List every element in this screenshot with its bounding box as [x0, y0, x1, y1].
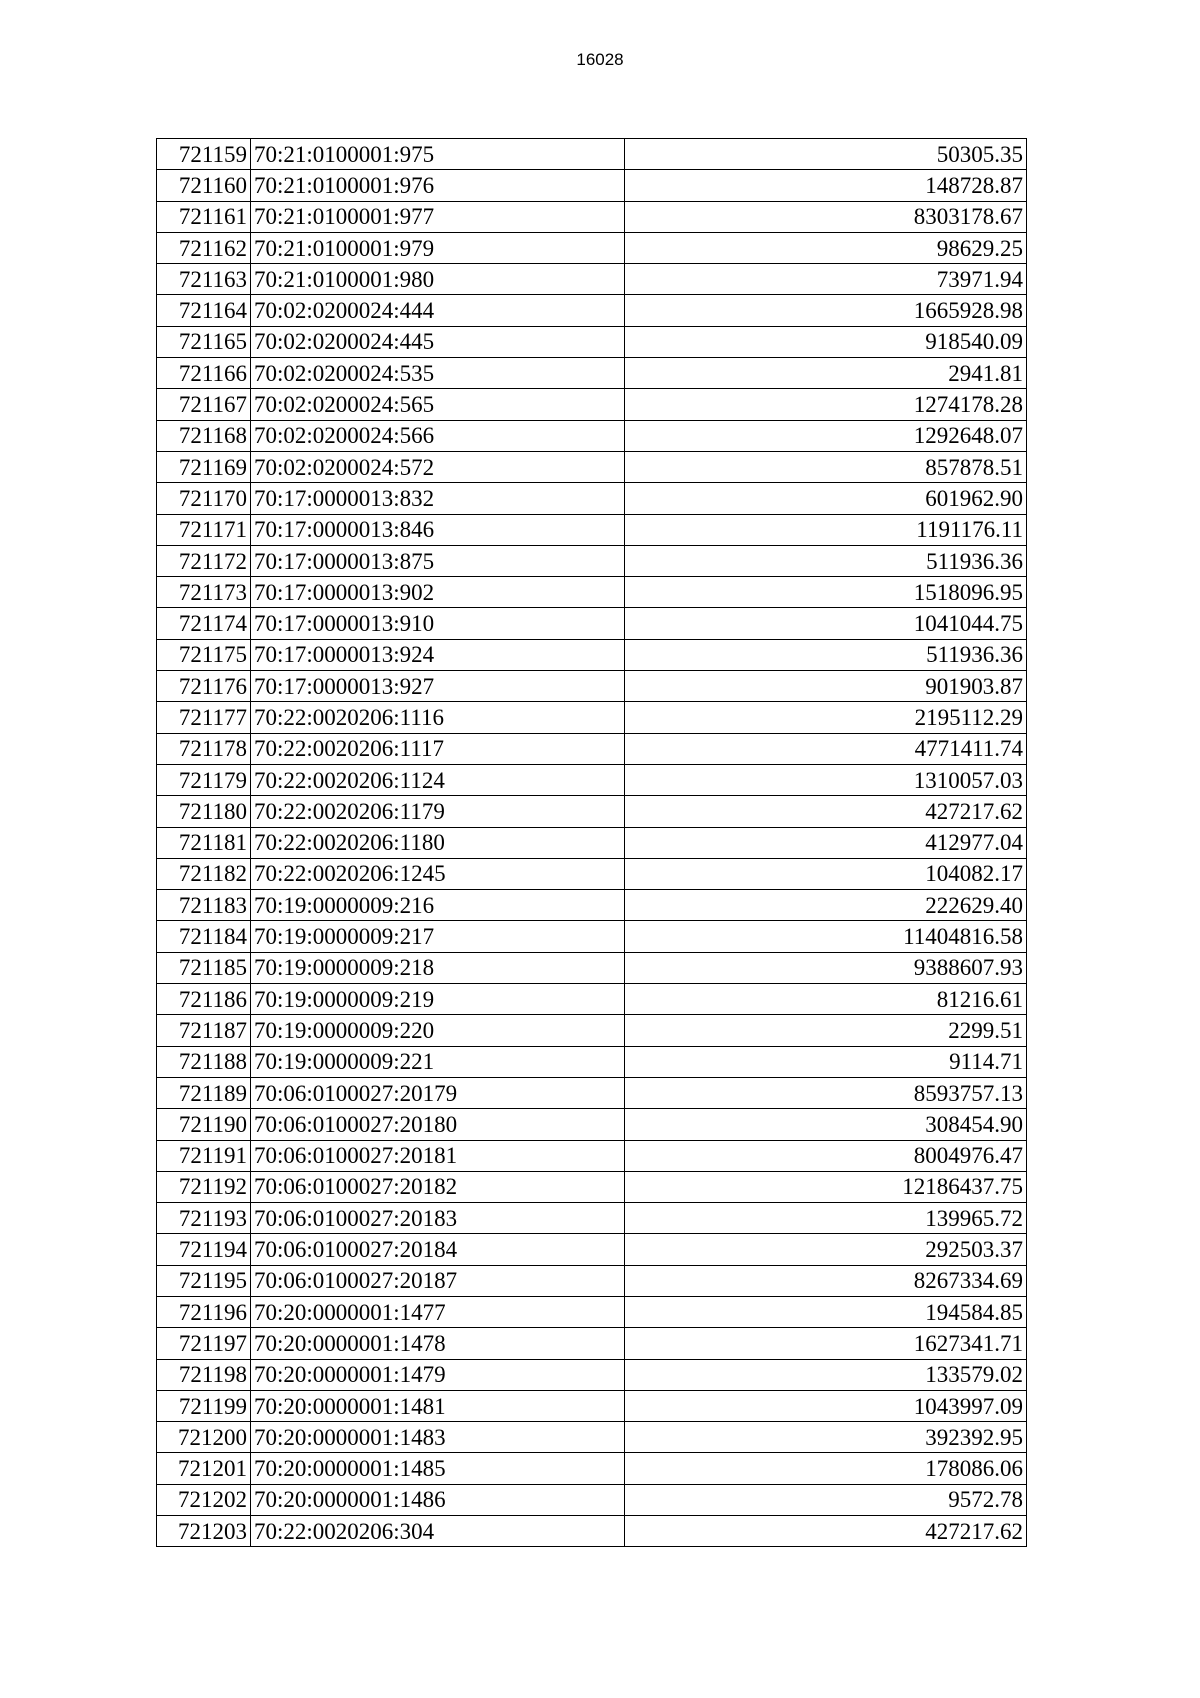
table-row [157, 1328, 1027, 1359]
cadastral-number-cell: 70:19:0000009:218 [251, 952, 625, 983]
value-cell: 8004976.47 [625, 1140, 1027, 1171]
value-cell: 2299.51 [625, 1015, 1027, 1046]
table-row [157, 858, 1027, 889]
table-row [157, 733, 1027, 764]
cadastral-number-cell: 70:17:0000013:846 [251, 514, 625, 545]
value-cell: 601962.90 [625, 483, 1027, 514]
cadastral-number-cell: 70:22:0020206:1245 [251, 858, 625, 889]
cadastral-number-cell: 70:17:0000013:875 [251, 545, 625, 576]
table-row [157, 702, 1027, 733]
row-number-cell: 721180 [157, 796, 251, 827]
cadastral-number-cell: 70:06:0100027:20187 [251, 1265, 625, 1296]
value-cell: 8593757.13 [625, 1077, 1027, 1108]
cadastral-number-cell: 70:20:0000001:1477 [251, 1296, 625, 1327]
cadastral-number-cell: 70:17:0000013:924 [251, 639, 625, 670]
value-cell: 1310057.03 [625, 764, 1027, 795]
cadastral-number-cell: 70:17:0000013:832 [251, 483, 625, 514]
cadastral-number-cell: 70:06:0100027:20181 [251, 1140, 625, 1171]
table-row [157, 827, 1027, 858]
row-number-cell: 721193 [157, 1203, 251, 1234]
value-cell: 73971.94 [625, 264, 1027, 295]
table-row [157, 1453, 1027, 1484]
value-cell: 2941.81 [625, 358, 1027, 389]
row-number-cell: 721189 [157, 1077, 251, 1108]
value-cell: 1627341.71 [625, 1328, 1027, 1359]
row-number-cell: 721199 [157, 1390, 251, 1421]
row-number-cell: 721178 [157, 733, 251, 764]
value-cell: 2195112.29 [625, 702, 1027, 733]
value-cell: 511936.36 [625, 545, 1027, 576]
value-cell: 4771411.74 [625, 733, 1027, 764]
value-cell: 9114.71 [625, 1046, 1027, 1077]
cadastral-number-cell: 70:19:0000009:221 [251, 1046, 625, 1077]
row-number-cell: 721167 [157, 389, 251, 420]
cadastral-number-cell: 70:02:0200024:565 [251, 389, 625, 420]
cadastral-number-cell: 70:21:0100001:979 [251, 232, 625, 263]
table-row [157, 232, 1027, 263]
value-cell: 292503.37 [625, 1234, 1027, 1265]
row-number-cell: 721197 [157, 1328, 251, 1359]
table-row [157, 1390, 1027, 1421]
value-cell: 427217.62 [625, 1516, 1027, 1547]
table-row [157, 639, 1027, 670]
table-row [157, 1516, 1027, 1547]
row-number-cell: 721198 [157, 1359, 251, 1390]
table-row [157, 921, 1027, 952]
table-row [157, 139, 1027, 170]
table-row [157, 577, 1027, 608]
row-number-cell: 721185 [157, 952, 251, 983]
table-row [157, 295, 1027, 326]
value-cell: 139965.72 [625, 1203, 1027, 1234]
value-cell: 11404816.58 [625, 921, 1027, 952]
row-number-cell: 721188 [157, 1046, 251, 1077]
table-row [157, 671, 1027, 702]
table-row [157, 984, 1027, 1015]
table-row [157, 1234, 1027, 1265]
value-cell: 1274178.28 [625, 389, 1027, 420]
table-row [157, 358, 1027, 389]
table-row [157, 1265, 1027, 1296]
value-cell: 50305.35 [625, 139, 1027, 170]
table-row [157, 1015, 1027, 1046]
cadastral-number-cell: 70:02:0200024:444 [251, 295, 625, 326]
cadastral-number-cell: 70:21:0100001:976 [251, 170, 625, 201]
data-table [156, 138, 1027, 1547]
table-body [157, 139, 1027, 1547]
table-row [157, 389, 1027, 420]
cadastral-number-cell: 70:19:0000009:220 [251, 1015, 625, 1046]
value-cell: 8303178.67 [625, 201, 1027, 232]
value-cell: 1292648.07 [625, 420, 1027, 451]
cadastral-number-cell: 70:21:0100001:977 [251, 201, 625, 232]
cadastral-number-cell: 70:06:0100027:20179 [251, 1077, 625, 1108]
row-number-cell: 721177 [157, 702, 251, 733]
page-number: 16028 [576, 50, 624, 69]
row-number-cell: 721190 [157, 1109, 251, 1140]
row-number-cell: 721159 [157, 139, 251, 170]
cadastral-number-cell: 70:17:0000013:927 [251, 671, 625, 702]
table-row [157, 764, 1027, 795]
table-row [157, 952, 1027, 983]
table-row [157, 608, 1027, 639]
table-row [157, 326, 1027, 357]
table-row [157, 201, 1027, 232]
row-number-cell: 721174 [157, 608, 251, 639]
table-row [157, 1203, 1027, 1234]
table-row [157, 483, 1027, 514]
value-cell: 1041044.75 [625, 608, 1027, 639]
cadastral-number-cell: 70:06:0100027:20183 [251, 1203, 625, 1234]
row-number-cell: 721181 [157, 827, 251, 858]
value-cell: 1665928.98 [625, 295, 1027, 326]
row-number-cell: 721186 [157, 984, 251, 1015]
cadastral-number-cell: 70:02:0200024:535 [251, 358, 625, 389]
value-cell: 222629.40 [625, 890, 1027, 921]
cadastral-number-cell: 70:21:0100001:980 [251, 264, 625, 295]
cadastral-number-cell: 70:22:0020206:1180 [251, 827, 625, 858]
cadastral-number-cell: 70:20:0000001:1486 [251, 1484, 625, 1515]
table-row [157, 264, 1027, 295]
cadastral-number-cell: 70:22:0020206:304 [251, 1516, 625, 1547]
cadastral-number-cell: 70:06:0100027:20182 [251, 1171, 625, 1202]
cadastral-number-cell: 70:22:0020206:1179 [251, 796, 625, 827]
row-number-cell: 721200 [157, 1422, 251, 1453]
table-row [157, 1359, 1027, 1390]
table-row [157, 1077, 1027, 1108]
cadastral-number-cell: 70:19:0000009:216 [251, 890, 625, 921]
value-cell: 918540.09 [625, 326, 1027, 357]
row-number-cell: 721168 [157, 420, 251, 451]
row-number-cell: 721172 [157, 545, 251, 576]
value-cell: 427217.62 [625, 796, 1027, 827]
value-cell: 178086.06 [625, 1453, 1027, 1484]
value-cell: 194584.85 [625, 1296, 1027, 1327]
cadastral-number-cell: 70:19:0000009:217 [251, 921, 625, 952]
cadastral-number-cell: 70:21:0100001:975 [251, 139, 625, 170]
row-number-cell: 721170 [157, 483, 251, 514]
row-number-cell: 721173 [157, 577, 251, 608]
table-row [157, 796, 1027, 827]
value-cell: 9572.78 [625, 1484, 1027, 1515]
table-row [157, 1140, 1027, 1171]
value-cell: 412977.04 [625, 827, 1027, 858]
cadastral-number-cell: 70:17:0000013:902 [251, 577, 625, 608]
value-cell: 81216.61 [625, 984, 1027, 1015]
table-row [157, 1046, 1027, 1077]
table-row [157, 545, 1027, 576]
value-cell: 12186437.75 [625, 1171, 1027, 1202]
row-number-cell: 721171 [157, 514, 251, 545]
row-number-cell: 721184 [157, 921, 251, 952]
cadastral-number-cell: 70:02:0200024:445 [251, 326, 625, 357]
row-number-cell: 721165 [157, 326, 251, 357]
row-number-cell: 721163 [157, 264, 251, 295]
cadastral-number-cell: 70:22:0020206:1117 [251, 733, 625, 764]
value-cell: 8267334.69 [625, 1265, 1027, 1296]
cadastral-number-cell: 70:22:0020206:1116 [251, 702, 625, 733]
value-cell: 308454.90 [625, 1109, 1027, 1140]
value-cell: 133579.02 [625, 1359, 1027, 1390]
cadastral-number-cell: 70:20:0000001:1483 [251, 1422, 625, 1453]
cadastral-number-cell: 70:20:0000001:1478 [251, 1328, 625, 1359]
cadastral-number-cell: 70:06:0100027:20184 [251, 1234, 625, 1265]
cadastral-number-cell: 70:17:0000013:910 [251, 608, 625, 639]
value-cell: 104082.17 [625, 858, 1027, 889]
row-number-cell: 721195 [157, 1265, 251, 1296]
row-number-cell: 721160 [157, 170, 251, 201]
table-row [157, 420, 1027, 451]
table-row [157, 1484, 1027, 1515]
table-row [157, 1109, 1027, 1140]
row-number-cell: 721192 [157, 1171, 251, 1202]
value-cell: 392392.95 [625, 1422, 1027, 1453]
table-row [157, 1422, 1027, 1453]
row-number-cell: 721201 [157, 1453, 251, 1484]
cadastral-number-cell: 70:19:0000009:219 [251, 984, 625, 1015]
value-cell: 857878.51 [625, 451, 1027, 482]
value-cell: 98629.25 [625, 232, 1027, 263]
row-number-cell: 721203 [157, 1516, 251, 1547]
table-row [157, 451, 1027, 482]
value-cell: 511936.36 [625, 639, 1027, 670]
value-cell: 1043997.09 [625, 1390, 1027, 1421]
row-number-cell: 721162 [157, 232, 251, 263]
row-number-cell: 721179 [157, 764, 251, 795]
cadastral-number-cell: 70:02:0200024:572 [251, 451, 625, 482]
table-row [157, 170, 1027, 201]
value-cell: 1518096.95 [625, 577, 1027, 608]
value-cell: 9388607.93 [625, 952, 1027, 983]
row-number-cell: 721196 [157, 1296, 251, 1327]
row-number-cell: 721166 [157, 358, 251, 389]
value-cell: 1191176.11 [625, 514, 1027, 545]
row-number-cell: 721187 [157, 1015, 251, 1046]
cadastral-number-cell: 70:02:0200024:566 [251, 420, 625, 451]
cadastral-number-cell: 70:06:0100027:20180 [251, 1109, 625, 1140]
value-cell: 148728.87 [625, 170, 1027, 201]
value-cell: 901903.87 [625, 671, 1027, 702]
row-number-cell: 721202 [157, 1484, 251, 1515]
row-number-cell: 721161 [157, 201, 251, 232]
cadastral-number-cell: 70:20:0000001:1485 [251, 1453, 625, 1484]
row-number-cell: 721191 [157, 1140, 251, 1171]
cadastral-number-cell: 70:20:0000001:1481 [251, 1390, 625, 1421]
table-row [157, 1171, 1027, 1202]
cadastral-number-cell: 70:20:0000001:1479 [251, 1359, 625, 1390]
row-number-cell: 721169 [157, 451, 251, 482]
row-number-cell: 721194 [157, 1234, 251, 1265]
cadastral-number-cell: 70:22:0020206:1124 [251, 764, 625, 795]
row-number-cell: 721176 [157, 671, 251, 702]
table-row [157, 890, 1027, 921]
row-number-cell: 721164 [157, 295, 251, 326]
row-number-cell: 721183 [157, 890, 251, 921]
row-number-cell: 721182 [157, 858, 251, 889]
table-row [157, 514, 1027, 545]
row-number-cell: 721175 [157, 639, 251, 670]
table-row [157, 1296, 1027, 1327]
